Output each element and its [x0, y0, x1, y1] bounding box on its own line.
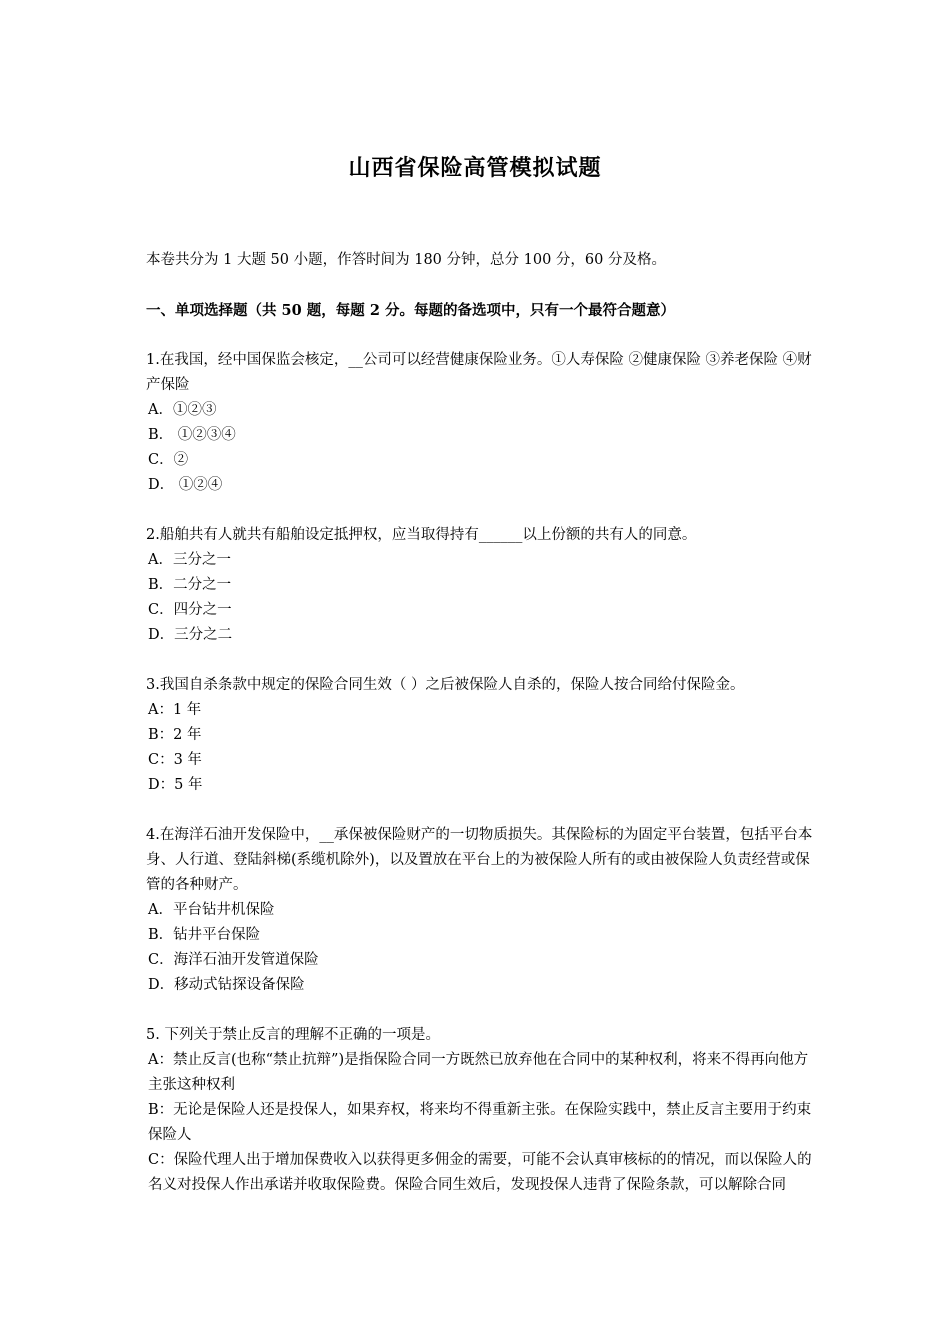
question-4	[146, 823, 816, 998]
document-title: 山西省保险高管模拟试题	[348, 155, 602, 181]
option-b: B．钻井平台保险	[148, 927, 261, 943]
option-d: D．三分之二	[148, 627, 233, 643]
option-b: B． ①②③④	[148, 427, 236, 443]
option-c: C．海洋石油开发管道保险	[148, 952, 319, 968]
option-a: A：1 年	[148, 702, 202, 718]
question-stem: 1.在我国，经中国保监会核定，__公司可以经营健康保险业务。①人寿保险 ②健康保险 ③养老保险 ④财产保险	[146, 352, 812, 393]
option-b: B：2 年	[148, 727, 202, 743]
question-stem: 2.船舶共有人就共有船舶设定抵押权，应当取得持有______以上份额的共有人的同意。	[146, 527, 697, 543]
option-c: C：保险代理人出于增加保费收入以获得更多佣金的需要，可能不会认真审核标的的情况，而以保险人的名义对投保人作出承诺并收取保险费。保险合同生效后，发现投保人违背了保险条款，可以解除合同	[148, 1152, 812, 1193]
question-1	[146, 348, 816, 498]
option-d: D：5 年	[148, 777, 203, 793]
question-stem: 4.在海洋石油开发保险中，__承保被保险财产的一切物质损失。其保险标的为固定平台装置，包括平台本身、人行道、登陆斜梯(系缆机除外)，以及置放在平台上的为被保险人所有的或由被保险人负责经营或保管的各种财产。	[146, 827, 813, 893]
question-2	[146, 523, 816, 648]
option-a: A．①②③	[148, 402, 217, 418]
option-c: C．四分之一	[148, 602, 232, 618]
question-stem: 5. 下列关于禁止反言的理解不正确的一项是。	[146, 1027, 440, 1043]
section-heading: 一、单项选择题（共 50 题，每题 2 分。每题的备选项中，只有一个最符合题意）	[146, 302, 675, 319]
option-a: A：禁止反言(也称“禁止抗辩”)是指保险合同一方既然已放弃他在合同中的某种权利，将来不得再向他方主张这种权利	[148, 1052, 809, 1093]
question-3	[146, 673, 816, 798]
exam-intro: 本卷共分为 1 大题 50 小题，作答时间为 180 分钟，总分 100 分，60 分及格。	[146, 252, 666, 268]
option-d: D． ①②④	[148, 477, 223, 493]
option-a: A．平台钻井机保险	[148, 902, 275, 918]
option-c: C．②	[148, 452, 189, 468]
option-b: B．二分之一	[148, 577, 232, 593]
question-stem: 3.我国自杀条款中规定的保险合同生效（ ）之后被保险人自杀的，保险人按合同给付保险金。	[146, 677, 745, 693]
option-b: B：无论是保险人还是投保人，如果弃权，将来均不得重新主张。在保险实践中，禁止反言主要用于约束保险人	[148, 1102, 812, 1143]
question-5	[146, 1023, 816, 1198]
document-body	[146, 248, 816, 1223]
option-d: D．移动式钻探设备保险	[148, 977, 305, 993]
option-c: C：3 年	[148, 752, 202, 768]
option-a: A．三分之一	[148, 552, 231, 568]
